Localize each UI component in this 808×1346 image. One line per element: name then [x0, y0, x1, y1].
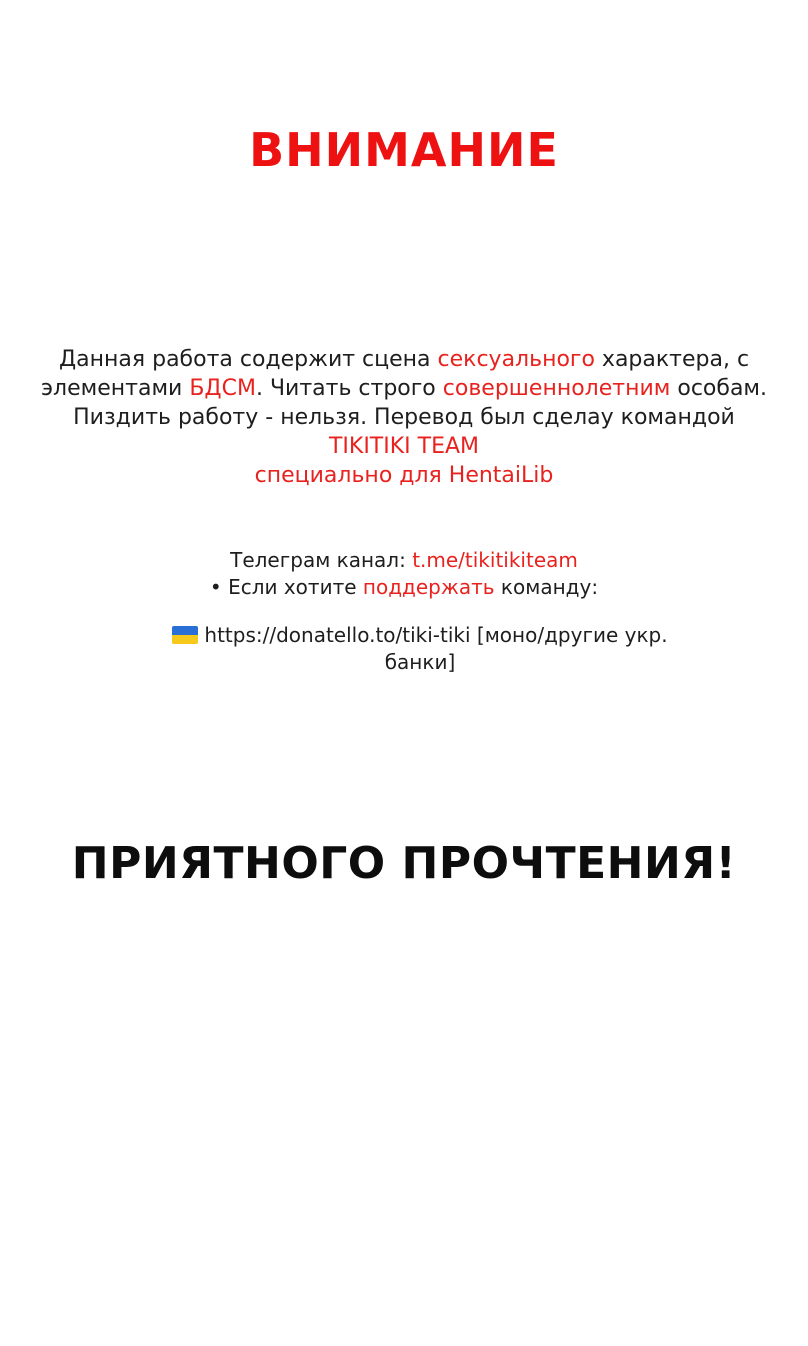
notice-part: Данная работа содержит сцена — [58, 347, 438, 372]
ukraine-flag-icon — [172, 626, 198, 644]
notice-text — [40, 345, 768, 490]
support-suffix: команду: — [494, 575, 599, 599]
donate-link[interactable]: https://donatello.to/tiki-tiki [моно/другие укр. банки] — [204, 623, 668, 674]
contacts-block — [60, 547, 748, 601]
support-highlight: поддержать — [362, 575, 495, 599]
notice-part: . Читать строго — [255, 376, 443, 401]
support-prefix: • Если хотите — [209, 575, 363, 599]
telegram-label: Телеграм канал: — [230, 548, 413, 572]
support-line — [60, 574, 748, 601]
team-name: TIKITIKI TEAM — [328, 434, 480, 459]
farewell-heading: ПРИЯТНОГО ПРОЧТЕНИЯ! — [71, 838, 737, 889]
notice-highlight: совершеннолетним — [442, 376, 671, 401]
telegram-line — [60, 547, 748, 574]
notice-part: характера, с элементами — [40, 347, 750, 401]
warning-title: ВНИМАНИЕ — [249, 123, 559, 177]
notice-part: особам. Пиздить работу - нельзя. Перевод был сделау командой — [73, 376, 768, 430]
telegram-link[interactable]: t.me/tikitikiteam — [412, 548, 578, 572]
notice-highlight: сексуального — [437, 347, 595, 372]
donate-line — [140, 622, 700, 676]
notice-highlight: БДСМ — [189, 376, 256, 401]
notice-highlight: специально для HentaiLib — [254, 463, 554, 488]
